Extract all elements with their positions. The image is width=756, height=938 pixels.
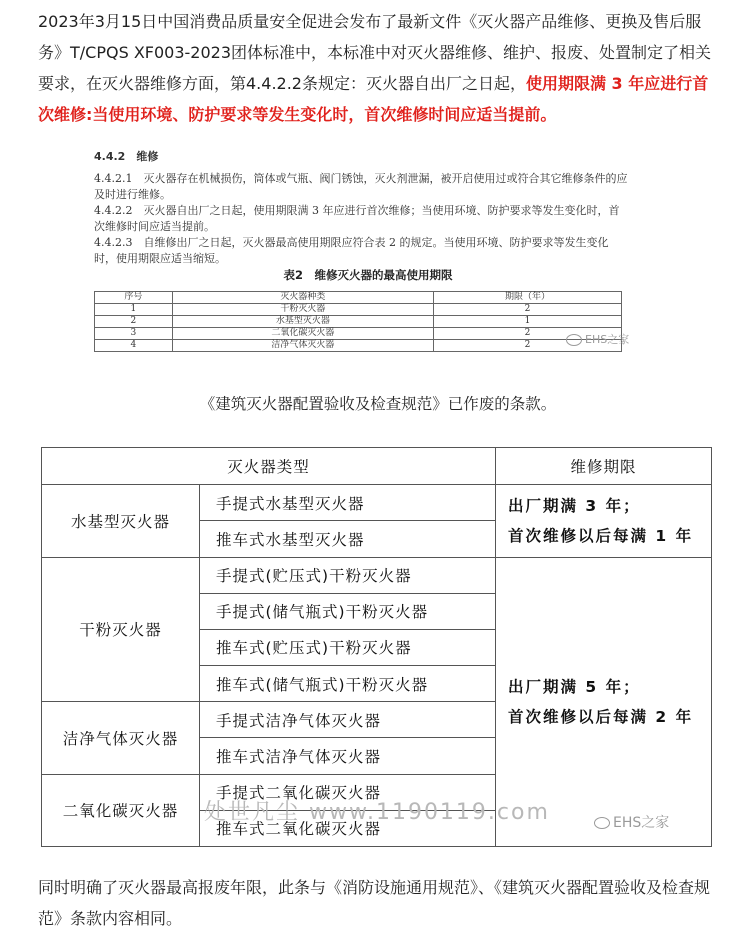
table2-row bbox=[95, 316, 622, 328]
type-cell: 手提式水基型灭火器 bbox=[200, 485, 496, 521]
table2-row bbox=[95, 328, 622, 340]
table2-cell: 2 bbox=[434, 304, 622, 316]
table2-cell: 4 bbox=[95, 340, 173, 352]
table2-cell: 2 bbox=[95, 316, 173, 328]
caption: 《建筑灭火器配置验收及检查规范》已作废的条款。 bbox=[199, 395, 557, 413]
type-cell: 推车式洁净气体灭火器 bbox=[200, 738, 496, 774]
category-cell: 洁净气体灭火器 bbox=[42, 702, 200, 774]
table2-cell: 2 bbox=[434, 328, 622, 340]
outro-paragraph: 同时明确了灭火器最高报废年限，此条与《消防设施通用规范》、《建筑灭火器配置验收及检查规范》条款内容相同。 bbox=[38, 878, 711, 928]
period-line: 首次维修以后每满 2 年 bbox=[508, 707, 694, 726]
type-cell: 手提式二氧化碳灭火器 bbox=[200, 774, 496, 810]
brand-watermark bbox=[594, 812, 669, 832]
type-cell: 手提式(贮压式)干粉灭火器 bbox=[200, 557, 496, 593]
intro-highlight: 使用期限满 3 年应进行首次维修:当使用环境、防护要求等发生变化时，首次维修时间应适当提前。 bbox=[38, 74, 709, 124]
category-cell: 水基型灭火器 bbox=[42, 485, 200, 557]
table2-header: 序号 bbox=[95, 292, 173, 304]
table2 bbox=[94, 291, 622, 352]
period-line: 出厂期满 5 年； bbox=[508, 677, 641, 696]
period-line: 首次维修以后每满 1 年 bbox=[508, 526, 694, 545]
clause-4-4-2-3: 4.4.2.3 自维修出厂之日起，灭火器最高使用期限应符合表 2 的规定。当使用环境、防护要求等发生变化时，使用期限应适当缩短。 bbox=[94, 236, 609, 265]
category-cell: 干粉灭火器 bbox=[42, 557, 200, 702]
table2-cell: 水基型灭火器 bbox=[172, 316, 433, 328]
table2-cell: 2 bbox=[434, 340, 622, 352]
period-line: 出厂期满 3 年； bbox=[508, 496, 641, 515]
table2-cell: 1 bbox=[434, 316, 622, 328]
clip-watermark-text: EHS之家 bbox=[585, 333, 630, 346]
wechat-icon bbox=[566, 334, 582, 346]
type-cell: 推车式(贮压式)干粉灭火器 bbox=[200, 629, 496, 665]
clause-heading: 4.4.2 维修 bbox=[94, 150, 159, 163]
period-cell bbox=[496, 485, 712, 557]
clip-watermark bbox=[566, 331, 629, 347]
table2-cell: 干粉灭火器 bbox=[172, 304, 433, 316]
table2-cell: 二氧化碳灭火器 bbox=[172, 328, 433, 340]
site-watermark: 处世凡尘 www.1190119.com bbox=[204, 800, 550, 825]
type-cell: 推车式(储气瓶式)干粉灭火器 bbox=[200, 666, 496, 702]
table-row bbox=[42, 557, 712, 593]
table2-cell: 洁净气体灭火器 bbox=[172, 340, 433, 352]
header-period: 维修期限 bbox=[496, 448, 712, 485]
clause-4-4-2-1: 4.4.2.1 灭火器存在机械损伤，筒体或气瓶、阀门锈蚀，灭火剂泄漏，被开启使用过或符合其它维修条件的应及时进行维修。 bbox=[94, 172, 628, 201]
standard-excerpt-image bbox=[88, 143, 648, 373]
type-cell: 手提式洁净气体灭火器 bbox=[200, 702, 496, 738]
table2-cell: 3 bbox=[95, 328, 173, 340]
clause-4-4-2-2: 4.4.2.2 灭火器自出厂之日起，使用期限满 3 年应进行首次维修；当使用环境、防护要求等发生变化时，首次维修时间应适当提前。 bbox=[94, 204, 620, 233]
header-type: 灭火器类型 bbox=[42, 448, 496, 485]
type-cell: 推车式二氧化碳灭火器 bbox=[200, 810, 496, 846]
type-cell: 手提式(储气瓶式)干粉灭火器 bbox=[200, 593, 496, 629]
table2-title: 表2 维修灭火器的最高使用期限 bbox=[283, 268, 453, 282]
table2-header: 灭火器种类 bbox=[172, 292, 433, 304]
category-cell: 二氧化碳灭火器 bbox=[42, 774, 200, 846]
table-header-row bbox=[42, 448, 712, 485]
table-row bbox=[42, 485, 712, 521]
table2-row bbox=[95, 304, 622, 316]
intro-text: 2023年3月15日中国消费品质量安全促进会发布了最新文件《灭火器产品维修、更换及售后服务》T/CPQS XF003-2023团体标准中，本标准中对灭火器维修、维护、报废、处置制定了相关要求，在灭火器维修方面，第4.4.2.2条规定：灭火器自出厂之日起， bbox=[38, 12, 712, 93]
intro-paragraph bbox=[38, 6, 722, 130]
table2-header-row bbox=[95, 292, 622, 304]
table2-cell: 1 bbox=[95, 304, 173, 316]
table2-header: 期限（年） bbox=[434, 292, 622, 304]
brand-watermark-text: EHS之家 bbox=[613, 815, 670, 831]
maintenance-period-table bbox=[41, 447, 712, 847]
wechat-icon bbox=[594, 817, 610, 829]
type-cell: 推车式水基型灭火器 bbox=[200, 521, 496, 557]
table2-row bbox=[95, 340, 622, 352]
